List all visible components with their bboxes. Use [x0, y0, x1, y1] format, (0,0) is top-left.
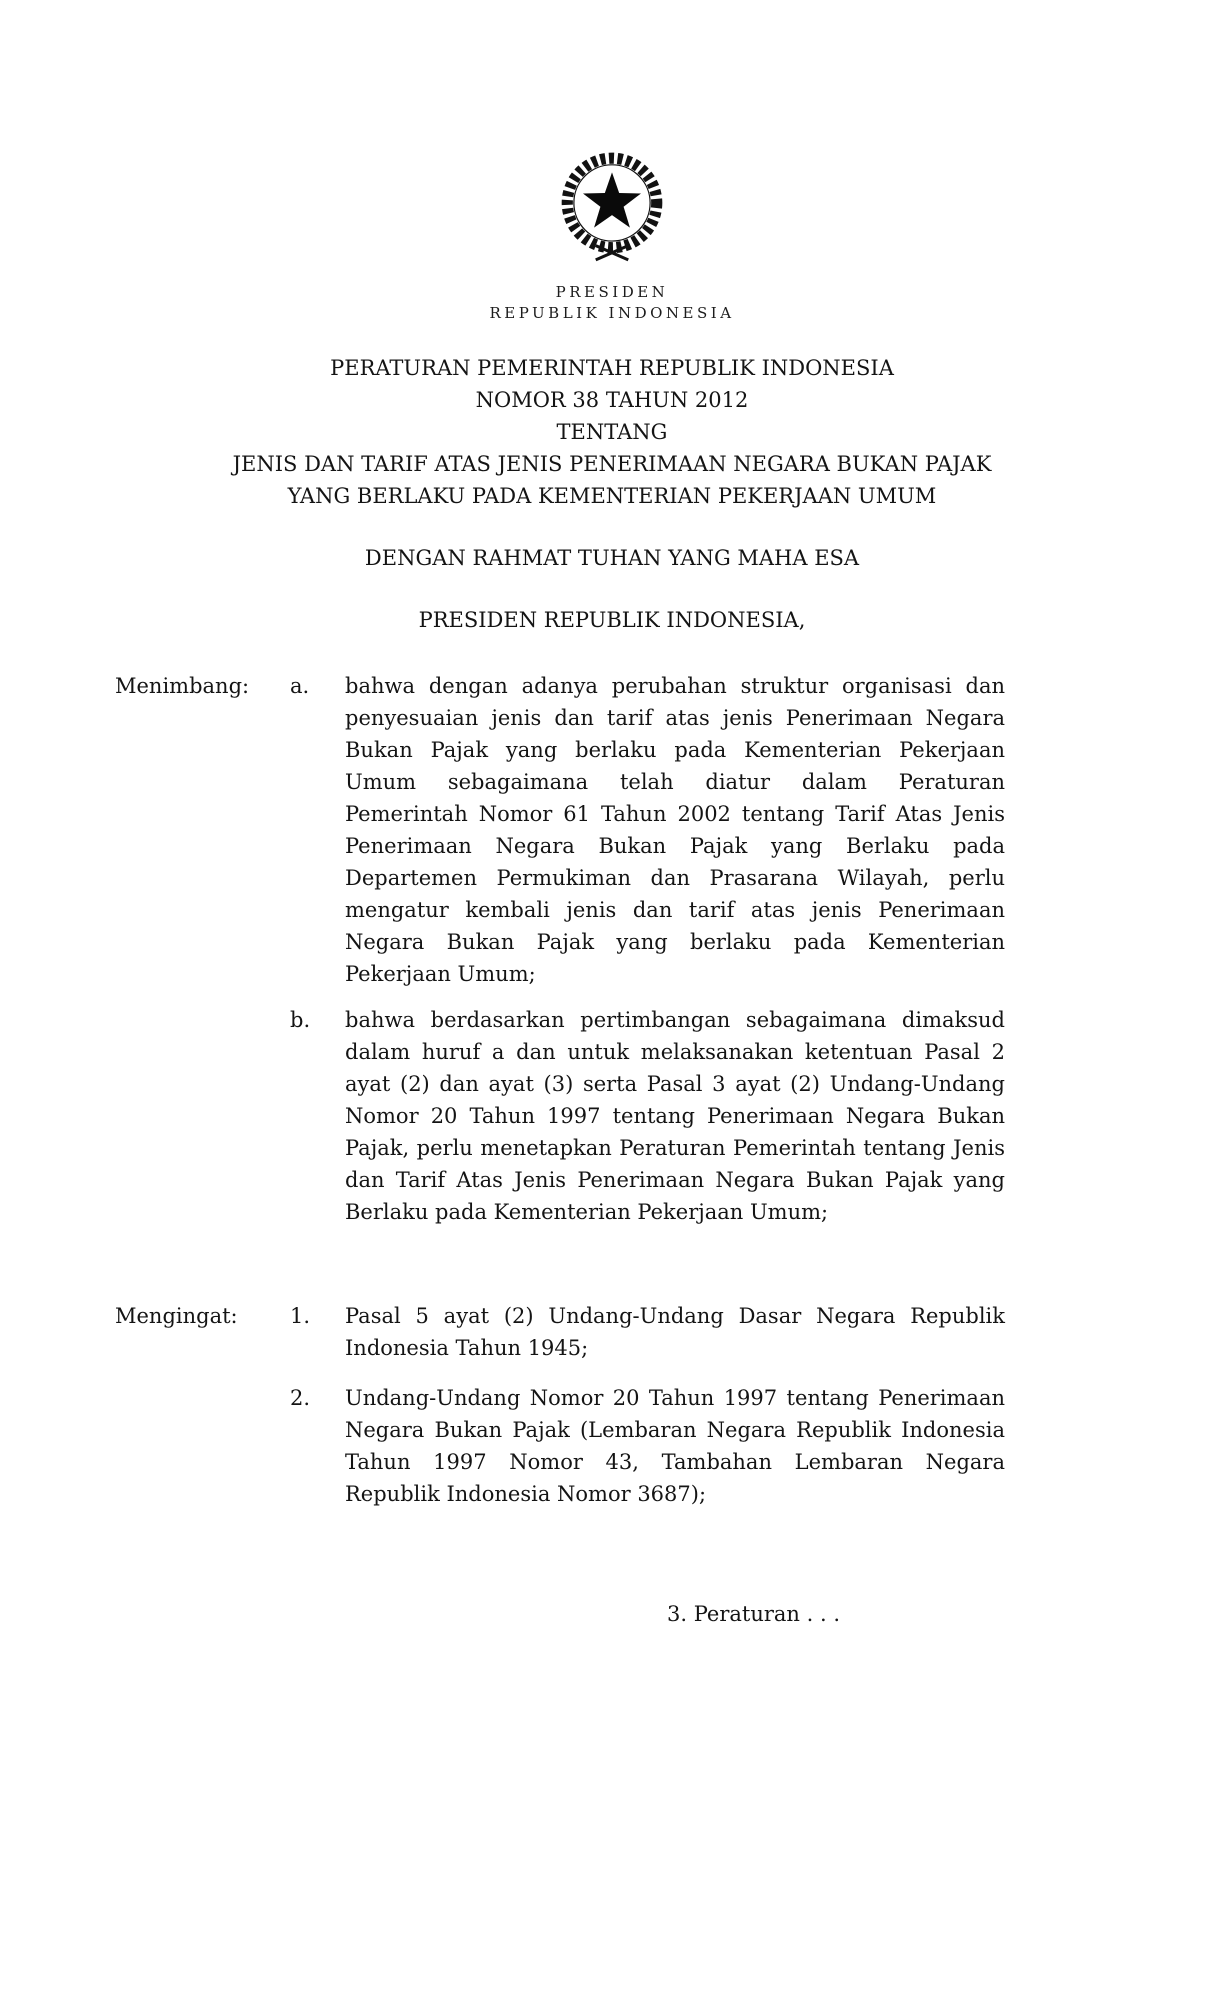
considering-label: Menimbang: — [115, 674, 250, 698]
recalling-item-1-text: Pasal 5 ayat (2) Undang-Undang Dasar Negara Republik Indonesia Tahun 1945; — [345, 1304, 1005, 1360]
spacer-cell — [115, 1004, 290, 1228]
seal-caption-line2: REPUBLIK INDONESIA — [489, 304, 735, 322]
considering-item-a-marker: a. — [290, 674, 310, 698]
recalling-section — [115, 1300, 1005, 1510]
regulation-about-word: TENTANG — [556, 420, 668, 444]
seal-caption — [0, 282, 1224, 324]
recalling-label: Mengingat: — [115, 1304, 238, 1328]
recalling-item-1-marker: 1. — [290, 1304, 311, 1328]
issuer-line: PRESIDEN REPUBLIK INDONESIA, — [418, 608, 806, 632]
recalling-item-2-marker: 2. — [290, 1386, 311, 1410]
recalling-item-2-text: Undang-Undang Nomor 20 Tahun 1997 tentang Penerimaan Negara Bukan Pajak (Lembaran Negara Republik Indonesia Tahun 1997 Nomor 43, Tambahan Lembaran Negara Republik Indonesia Nomor 3687); — [345, 1386, 1005, 1506]
regulation-subject-line2: YANG BERLAKU PADA KEMENTERIAN PEKERJAAN UMUM — [287, 484, 937, 508]
masthead — [0, 0, 1224, 324]
title-block — [0, 352, 1224, 636]
considering-section — [115, 670, 1005, 1228]
considering-item-b-marker: b. — [290, 1008, 311, 1032]
seal-caption-line1: PRESIDEN — [555, 283, 669, 301]
regulation-title-line1: PERATURAN PEMERINTAH REPUBLIK INDONESIA — [330, 356, 894, 380]
page-catchword: 3. Peraturan . . . — [667, 1602, 840, 1626]
regulation-subject-line1: JENIS DAN TARIF ATAS JENIS PENERIMAAN NEGARA BUKAN PAJAK — [232, 452, 992, 476]
document-body — [115, 670, 1005, 1630]
considering-item-b-text: bahwa berdasarkan pertimbangan sebagaimana dimaksud dalam huruf a dan untuk melaksanakan ketentuan Pasal 2 ayat (2) dan ayat (3) serta Pasal 3 ayat (2) Undang-Undang Nomor 20 Tahun 1997 tentang Penerimaan Negara Bukan Pajak, perlu menetapkan Peraturan Pemerintah tentang Jenis dan Tarif Atas Jenis Penerimaan Negara Bukan Pajak yang Berlaku pada Kementerian Pekerjaan Umum; — [345, 1008, 1005, 1224]
star-icon — [583, 172, 641, 227]
considering-item-a-text: bahwa dengan adanya perubahan struktur organisasi dan penyesuaian jenis dan tarif atas jenis Penerimaan Negara Bukan Pajak yang berlaku pada Kementerian Pekerjaan Umum sebagaimana telah diatur dalam Peraturan Pemerintah Nomor 61 Tahun 2002 tentang Tarif Atas Jenis Penerimaan Negara Bukan Pajak yang Berlaku pada Departemen Permukiman dan Prasarana Wilayah, perlu mengatur kembali jenis dan tarif atas jenis Penerimaan Negara Bukan Pajak yang berlaku pada Kementerian Pekerjaan Umum; — [345, 674, 1005, 986]
presidential-seal-icon — [551, 146, 673, 268]
invocation-line: DENGAN RAHMAT TUHAN YANG MAHA ESA — [364, 546, 860, 570]
spacer-cell — [115, 1382, 290, 1510]
regulation-number: NOMOR 38 TAHUN 2012 — [475, 388, 749, 412]
